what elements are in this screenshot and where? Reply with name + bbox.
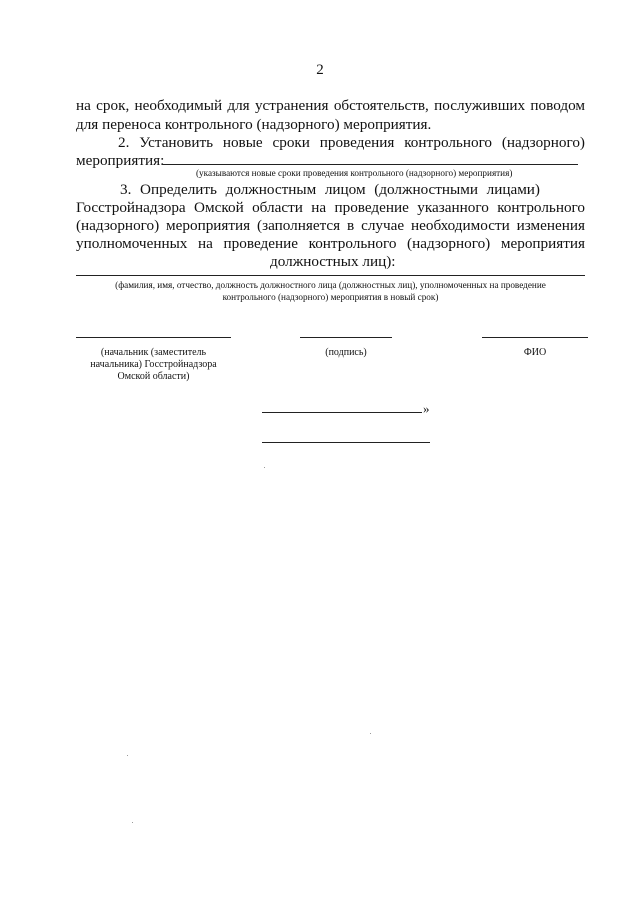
scan-speck [264,467,265,468]
new-dates-caption: (указываются новые сроки проведения контрольного (надзорного) мероприятия) [196,168,513,178]
paragraph-3-line-2: Госстройнадзора Омской области на проведение указанного контрольного [76,199,585,216]
new-dates-fill-line [162,164,578,165]
paragraph-2-label: мероприятия: [76,152,165,169]
page-number: 2 [316,62,324,78]
paragraph-1-line-1: на срок, необходимый для устранения обстоятельств, послуживших поводом [76,97,585,114]
position-caption-line-3: Омской области) [117,371,190,382]
second-date-fill-line [262,442,430,443]
date-fill-line [262,412,422,413]
paragraph-3-line-4: уполномоченных на проведение контрольного (надзорного) мероприятия [76,235,585,252]
closing-quote-mark: » [423,401,430,416]
paragraph-1-line-2: для переноса контрольного (надзорного) мероприятия. [76,116,432,133]
position-caption-line-2: начальника) Госстройнадзора [90,359,217,370]
name-caption: ФИО [523,347,547,358]
paragraph-3-line-3: (надзорного) мероприятия (заполняется в случае необходимости изменения [76,217,585,234]
position-fill-line [76,337,231,338]
paragraph-3-line-5: должностных лиц): [270,253,396,270]
name-fill-line [482,337,588,338]
scan-speck [370,733,371,734]
paragraph-2-line-1: 2. Установить новые сроки проведения контрольного (надзорного) [118,134,585,151]
signature-caption: (подпись) [325,347,367,358]
officials-fill-line [76,275,585,276]
position-caption-line-1: (начальник (заместитель [100,347,207,358]
scan-speck [127,755,128,756]
officials-caption-line-2: контрольного (надзорного) мероприятия в новый срок) [222,292,439,302]
scan-speck [132,822,133,823]
paragraph-3-line-1: 3. Определить должностным лицом (должностными лицами) [120,181,540,198]
signature-fill-line [300,337,392,338]
officials-caption-line-1: (фамилия, имя, отчество, должность должностного лица (должностных лиц), уполномоченных на проведение [115,280,546,290]
